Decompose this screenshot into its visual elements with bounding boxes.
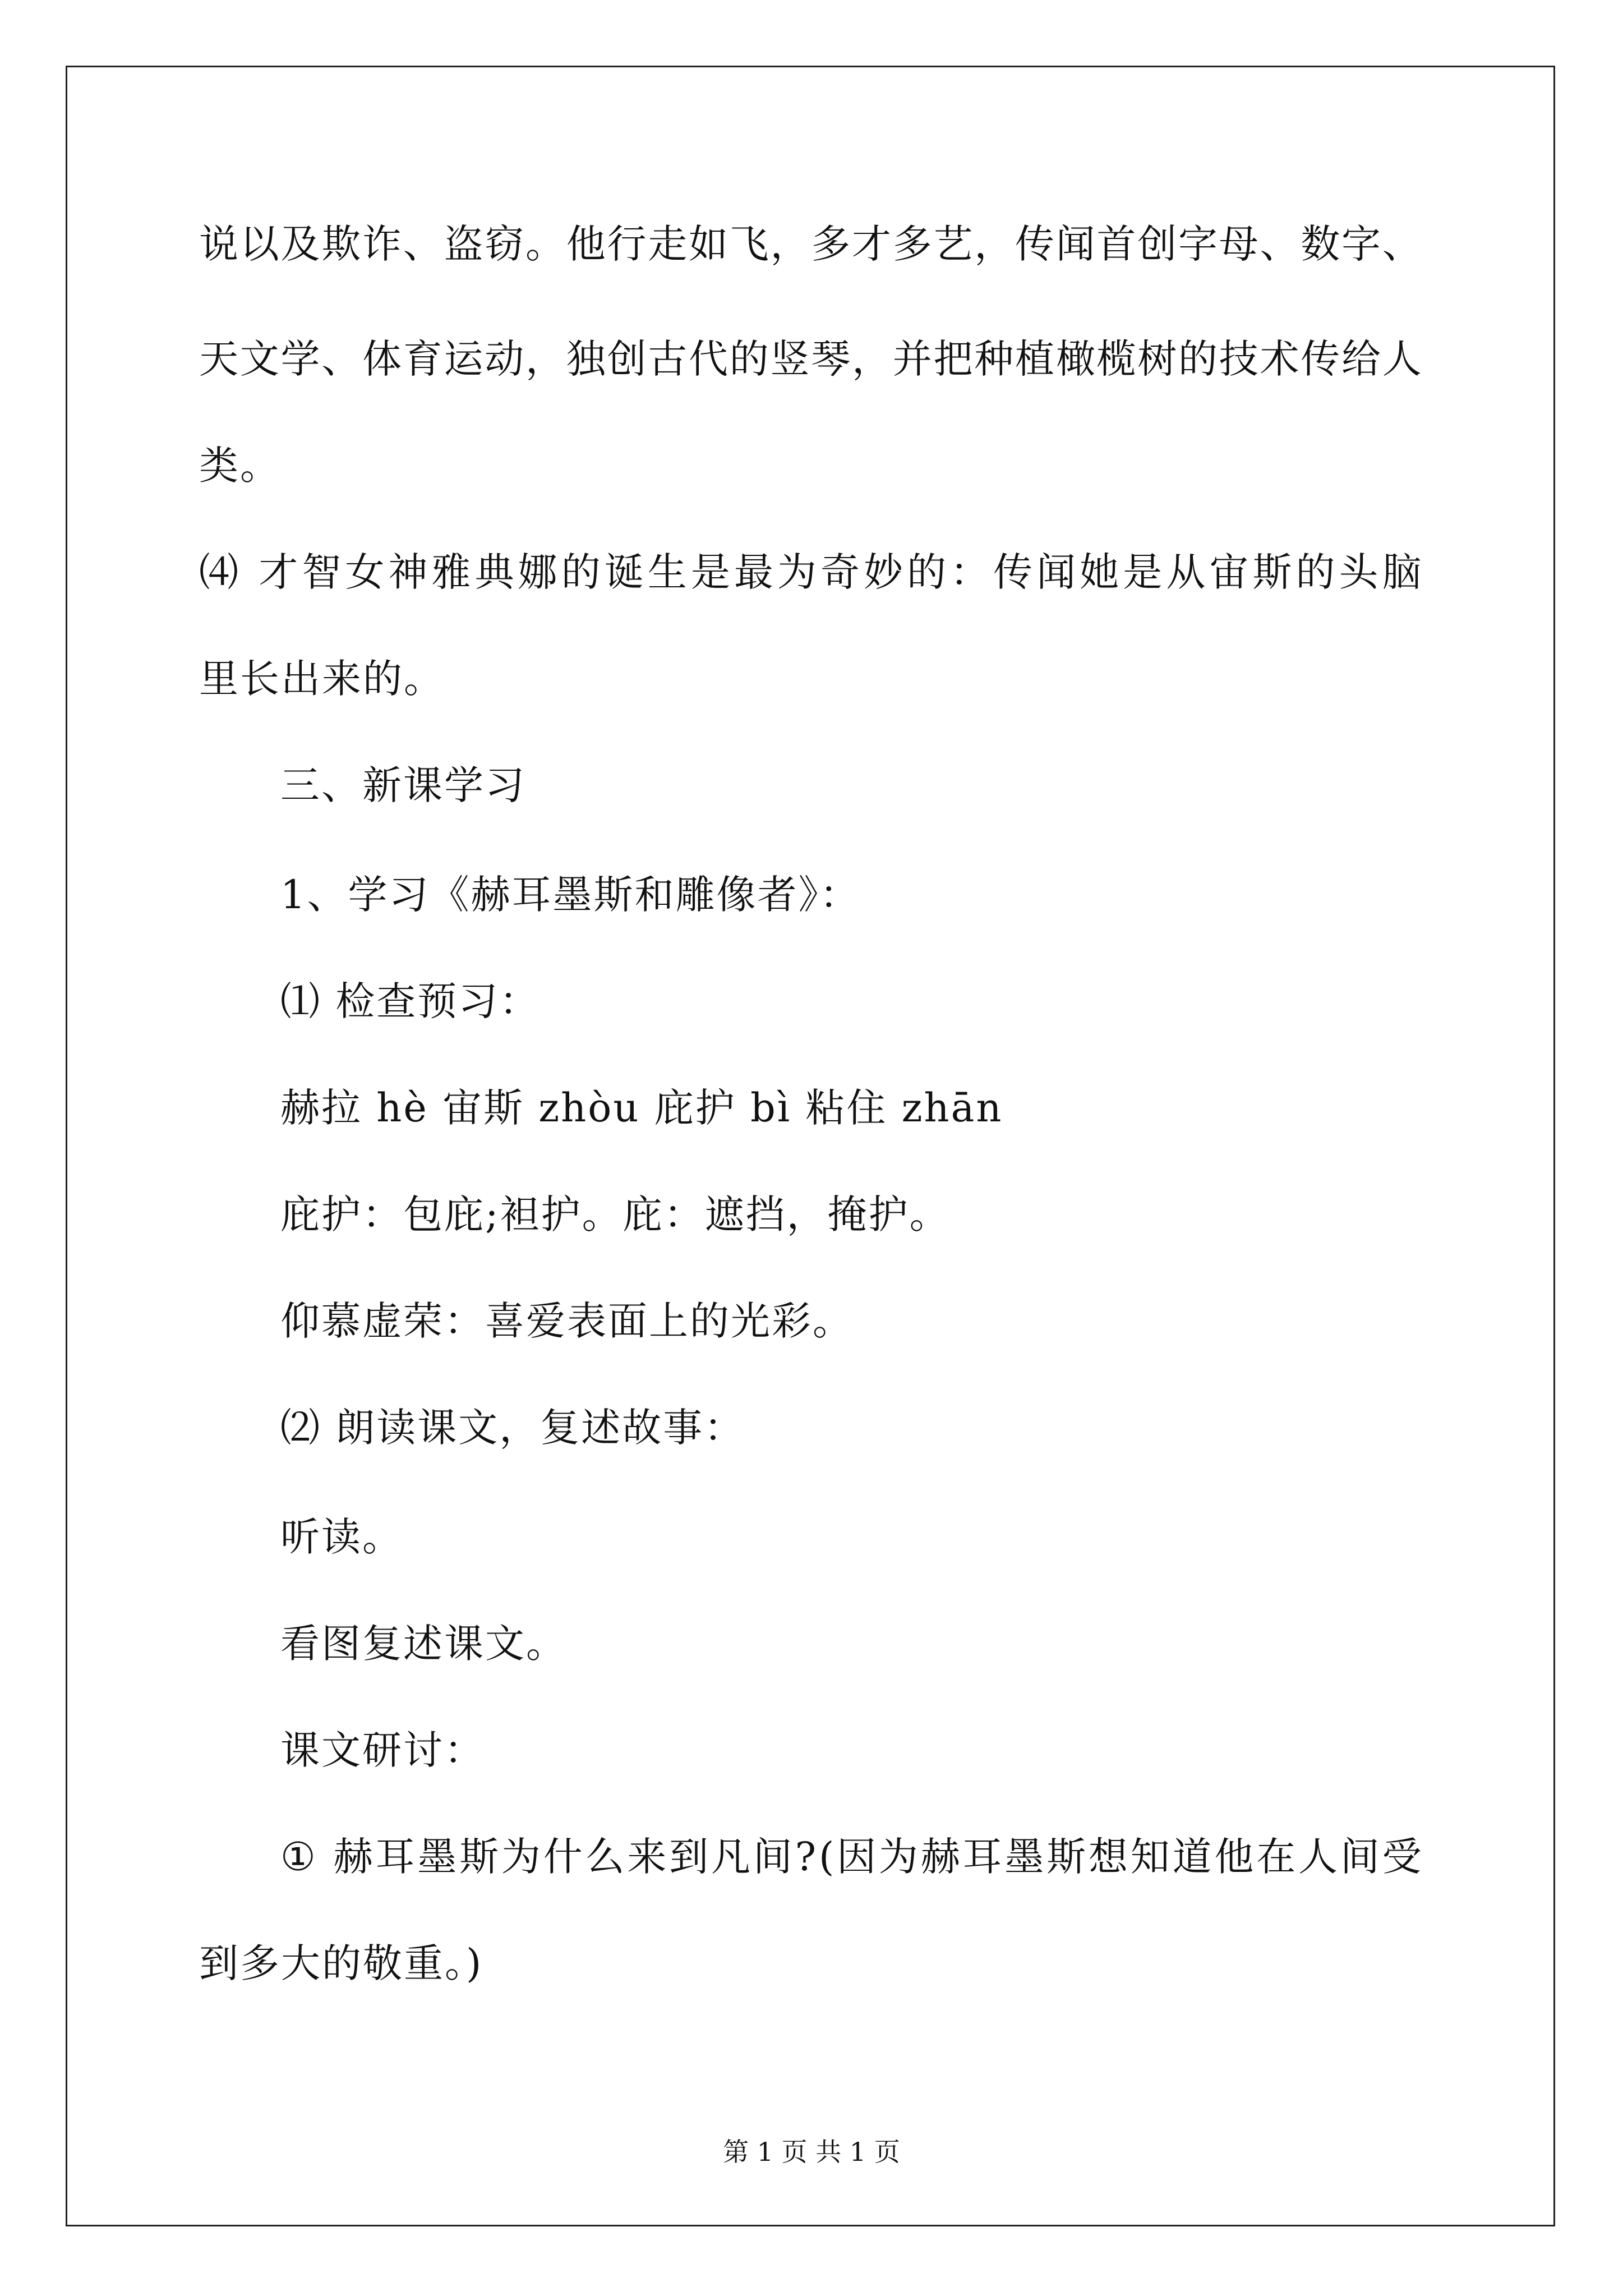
page-border [66, 66, 1555, 2226]
activity-line-2: 看图复述课文。 [280, 1621, 567, 1667]
discussion-heading: 课文研讨： [280, 1727, 485, 1773]
item-heading-preview: ⑴ 检查预习： [280, 978, 541, 1024]
question-line-1: ① 赫 耳 墨 斯 为 什 么 来 到 凡 间 ? ( 因 为 赫 耳 墨 斯 想 知 道 他 在 人 间 受 [280, 1834, 1422, 1880]
pinyin-line: 赫拉 hè 宙斯 zhòu 庇护 bì 粘住 zhān [280, 1085, 1003, 1131]
page-footer: 第 1 页 共 1 页 [723, 2137, 900, 2167]
section-heading: 三、新课学习 [280, 762, 526, 808]
definition-line-1: 庇护：包庇;袒护。庇：遮挡，掩护。 [280, 1191, 951, 1237]
paragraph-line-5: 里长出来的。 [199, 656, 445, 702]
item-heading-reading: ⑵ 朗读课文，复述故事： [280, 1405, 745, 1451]
paragraph-line-1: 说 以 及 欺 诈 、 盗 窃 。 他 行 走 如 飞 ， 多 才 多 艺 ， 传 闻 首 创 字 母 、 数 字 、 [199, 221, 1422, 267]
definition-line-2: 仰慕虚荣：喜爱表面上的光彩。 [280, 1298, 854, 1344]
paragraph-line-3: 类。 [199, 443, 281, 489]
activity-line-1: 听读。 [280, 1514, 403, 1560]
subsection-heading: 1、学习《赫耳墨斯和雕像者》： [280, 872, 861, 918]
question-line-2: 到多大的敬重。) [199, 1940, 483, 1986]
paragraph-line-4: ⑷ 才 智 女 神 雅 典 娜 的 诞 生 是 最 为 奇 妙 的 ： 传 闻 她 是 从 宙 斯 的 头 脑 [199, 549, 1422, 595]
paragraph-line-2: 天 文 学 、 体 育 运 动 ， 独 创 古 代 的 竖 琴 ， 并 把 种 植 橄 榄 树 的 技 术 传 给 人 [199, 336, 1422, 382]
